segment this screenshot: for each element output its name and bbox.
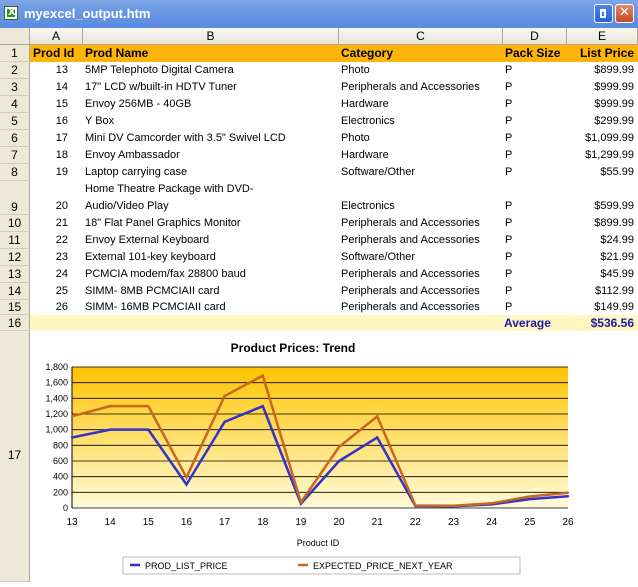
table-row bbox=[30, 96, 638, 113]
cell-pack-size[interactable]: P bbox=[505, 98, 513, 110]
y-tick-label: 1,600 bbox=[45, 377, 68, 388]
excel-icon bbox=[4, 6, 18, 20]
cell-pack-size[interactable]: P bbox=[505, 149, 513, 161]
cell-prod-id[interactable]: 26 bbox=[55, 301, 68, 313]
header-pack-size[interactable]: Pack Size bbox=[505, 46, 561, 60]
column-header-b[interactable]: B bbox=[83, 28, 339, 45]
chart-point[interactable] bbox=[109, 428, 111, 430]
cell-prod-name[interactable]: 5MP Telephoto Digital Camera bbox=[85, 64, 234, 76]
row-header-9[interactable]: 9 bbox=[0, 181, 30, 215]
table-row bbox=[30, 300, 638, 315]
y-tick-label: 200 bbox=[52, 487, 68, 498]
cell-prod-name[interactable]: Envoy External Keyboard bbox=[85, 234, 210, 246]
table-row bbox=[30, 62, 638, 79]
cell-category[interactable]: Peripherals and Accessories bbox=[341, 217, 480, 229]
chart-point[interactable] bbox=[414, 504, 416, 506]
row-header-1[interactable]: 1 bbox=[0, 45, 30, 62]
row-header-2[interactable]: 2 bbox=[0, 62, 30, 79]
x-tick-label: 14 bbox=[104, 517, 116, 528]
x-tick-label: 15 bbox=[142, 517, 154, 528]
x-tick-label: 26 bbox=[562, 517, 574, 528]
chart-point[interactable] bbox=[567, 495, 569, 497]
table-row bbox=[30, 249, 638, 266]
column-header-bar bbox=[0, 28, 638, 45]
chart-point[interactable] bbox=[262, 374, 264, 376]
window-titlebar bbox=[0, 0, 638, 28]
chart-point[interactable] bbox=[262, 405, 264, 407]
cell-list-price[interactable]: $899.99 bbox=[594, 217, 634, 229]
row-header-6[interactable]: 6 bbox=[0, 130, 30, 147]
y-tick-label: 1,400 bbox=[45, 393, 68, 404]
chart-point[interactable] bbox=[338, 460, 340, 462]
cell-category[interactable]: Peripherals and Accessories bbox=[341, 81, 480, 93]
chart-point[interactable] bbox=[147, 428, 149, 430]
cell-prod-name[interactable]: Y Box bbox=[85, 115, 115, 127]
table-row bbox=[30, 113, 638, 130]
table-row bbox=[30, 130, 638, 147]
chart-point[interactable] bbox=[300, 501, 302, 503]
cell-list-price[interactable]: $999.99 bbox=[594, 81, 634, 93]
chart-point[interactable] bbox=[109, 405, 111, 407]
chart-point[interactable] bbox=[376, 415, 378, 417]
cell-prod-name[interactable]: Mini DV Camcorder with 3.5" Swivel LCD bbox=[85, 132, 286, 144]
cell-pack-size[interactable]: P bbox=[505, 285, 513, 297]
table-row bbox=[30, 283, 638, 300]
chart-point[interactable] bbox=[185, 483, 187, 485]
cell-category[interactable]: Peripherals and Accessories bbox=[341, 285, 480, 297]
x-tick-label: 16 bbox=[180, 517, 193, 528]
legend-label-2: EXPECTED_PRICE_NEXT_YEAR bbox=[313, 561, 453, 571]
cell-list-price[interactable]: $55.99 bbox=[600, 166, 634, 178]
row-header-7[interactable]: 7 bbox=[0, 147, 30, 164]
average-row bbox=[30, 315, 638, 331]
x-tick-label: 20 bbox=[333, 517, 345, 528]
x-tick-label: 22 bbox=[409, 517, 421, 528]
chart-point[interactable] bbox=[338, 446, 340, 448]
cell-prod-id[interactable]: 15 bbox=[55, 98, 68, 110]
row-header-10[interactable]: 10 bbox=[0, 215, 30, 232]
cell-list-price[interactable]: $45.99 bbox=[600, 268, 634, 280]
row-header-15[interactable]: 15 bbox=[0, 300, 30, 315]
cell-pack-size[interactable]: P bbox=[505, 251, 513, 263]
y-tick-label: 1,800 bbox=[45, 362, 68, 372]
cell-prod-id[interactable]: 16 bbox=[55, 115, 68, 127]
chart-point[interactable] bbox=[147, 405, 149, 407]
cell-list-price[interactable]: $599.99 bbox=[594, 200, 634, 212]
x-tick-label: 17 bbox=[219, 517, 231, 528]
row-header-12[interactable]: 12 bbox=[0, 249, 30, 266]
table-row bbox=[30, 215, 638, 232]
cell-category[interactable]: Hardware bbox=[341, 98, 389, 110]
cell-list-price[interactable]: $1,299.99 bbox=[585, 149, 634, 161]
select-all-corner[interactable] bbox=[0, 28, 30, 45]
chart-point[interactable] bbox=[71, 436, 73, 438]
chart-point[interactable] bbox=[490, 502, 492, 504]
cell-prod-name[interactable]: PCMCIA modem/fax 28800 baud bbox=[85, 268, 246, 280]
chart-plot-area bbox=[72, 367, 568, 508]
chart-svg bbox=[30, 331, 638, 582]
column-header-a[interactable]: A bbox=[30, 28, 83, 45]
cell-prod-name-line1: Home Theatre Package with DVD- bbox=[85, 183, 254, 195]
cell-category[interactable]: Electronics bbox=[341, 115, 395, 127]
cell-prod-id[interactable]: 23 bbox=[55, 251, 68, 263]
y-tick-label: 0 bbox=[62, 503, 68, 513]
x-tick-label: 13 bbox=[66, 517, 78, 528]
cell-category[interactable]: Peripherals and Accessories bbox=[341, 234, 480, 246]
restore-button[interactable] bbox=[594, 4, 613, 23]
chart-point[interactable] bbox=[185, 476, 187, 478]
cell-prod-id[interactable]: 24 bbox=[55, 268, 68, 280]
average-value[interactable]: $536.56 bbox=[590, 316, 634, 330]
cell-list-price[interactable]: $112.99 bbox=[595, 285, 634, 297]
chart-title: Product Prices: Trend bbox=[230, 341, 356, 355]
table-row bbox=[30, 232, 638, 249]
cell-prod-id[interactable]: 14 bbox=[55, 81, 68, 93]
cell-prod-id[interactable]: 25 bbox=[55, 285, 68, 297]
y-tick-label: 800 bbox=[52, 440, 68, 451]
cell-pack-size[interactable]: P bbox=[505, 200, 513, 212]
row-header-8[interactable]: 8 bbox=[0, 164, 30, 181]
cell-pack-size[interactable]: P bbox=[505, 81, 513, 93]
price-trend-chart[interactable] bbox=[30, 331, 638, 582]
table-row bbox=[30, 79, 638, 96]
cell-category[interactable]: Electronics bbox=[341, 200, 395, 212]
row-header-4[interactable]: 4 bbox=[0, 96, 30, 113]
cell-prod-id[interactable]: 17 bbox=[55, 132, 68, 144]
x-tick-label: 23 bbox=[447, 517, 460, 528]
cell-list-price[interactable]: $149.99 bbox=[594, 301, 634, 313]
cell-list-price[interactable]: $899.99 bbox=[594, 64, 634, 76]
chart-point[interactable] bbox=[223, 395, 225, 397]
cell-prod-name[interactable]: External 101-key keyboard bbox=[85, 251, 216, 263]
cell-list-price[interactable]: $299.99 bbox=[594, 115, 634, 127]
cell-pack-size[interactable]: P bbox=[505, 132, 513, 144]
cell-pack-size[interactable]: P bbox=[505, 268, 513, 280]
cell-prod-name[interactable] bbox=[85, 181, 335, 215]
cell-category[interactable]: Hardware bbox=[341, 149, 389, 161]
x-tick-label: 24 bbox=[486, 517, 498, 528]
chart-point[interactable] bbox=[567, 492, 569, 494]
cell-prod-name[interactable]: 18" Flat Panel Graphics Monitor bbox=[85, 217, 241, 229]
header-list-price[interactable]: List Price bbox=[579, 46, 634, 60]
row-header-14[interactable]: 14 bbox=[0, 283, 30, 300]
average-label[interactable]: Average bbox=[504, 316, 551, 330]
cell-list-price[interactable]: $999.99 bbox=[594, 98, 634, 110]
chart-x-axis-label: Product ID bbox=[296, 538, 340, 548]
cell-pack-size[interactable]: P bbox=[505, 234, 513, 246]
cell-prod-id[interactable]: 19 bbox=[55, 166, 68, 178]
table-row bbox=[30, 181, 638, 215]
row-header-3[interactable]: 3 bbox=[0, 79, 30, 96]
x-tick-label: 19 bbox=[295, 517, 307, 528]
cell-list-price[interactable]: $21.99 bbox=[600, 251, 634, 263]
cell-list-price[interactable]: $1,099.99 bbox=[585, 132, 634, 144]
row-header-13[interactable]: 13 bbox=[0, 266, 30, 283]
cell-prod-name[interactable]: SIMM- 16MB PCMCIAII card bbox=[85, 301, 226, 313]
table-row bbox=[30, 164, 638, 181]
x-tick-label: 21 bbox=[371, 517, 383, 528]
chart-point[interactable] bbox=[529, 498, 531, 500]
header-prod-name[interactable]: Prod Name bbox=[85, 46, 149, 60]
table-header-row bbox=[30, 45, 638, 62]
chart-point[interactable] bbox=[223, 421, 225, 423]
column-header-c[interactable]: C bbox=[339, 28, 503, 45]
chart-point[interactable] bbox=[529, 495, 531, 497]
header-prod-id[interactable]: Prod Id bbox=[33, 46, 75, 60]
row-header-16[interactable]: 16 bbox=[0, 315, 30, 331]
x-tick-label: 18 bbox=[257, 517, 269, 528]
y-tick-label: 1,000 bbox=[45, 424, 68, 435]
chart-legend bbox=[123, 557, 520, 574]
cell-prod-id[interactable]: 22 bbox=[55, 234, 68, 246]
column-header-e[interactable]: E bbox=[567, 28, 638, 45]
x-tick-label: 25 bbox=[524, 517, 536, 528]
cell-prod-id[interactable]: 21 bbox=[55, 217, 68, 229]
cell-pack-size[interactable]: P bbox=[505, 301, 513, 313]
cell-category[interactable]: Photo bbox=[341, 64, 370, 76]
cell-prod-name[interactable]: SIMM- 8MB PCMCIAII card bbox=[85, 285, 220, 297]
column-header-d[interactable]: D bbox=[503, 28, 567, 45]
close-button[interactable] bbox=[615, 4, 634, 23]
cell-prod-id[interactable]: 20 bbox=[55, 200, 68, 212]
y-tick-label: 1,200 bbox=[45, 409, 68, 419]
table-row bbox=[30, 147, 638, 164]
cell-category[interactable]: Software/Other bbox=[341, 251, 415, 263]
cell-list-price[interactable]: $24.99 bbox=[600, 234, 634, 246]
cell-prod-name[interactable]: Envoy Ambassador bbox=[85, 149, 180, 161]
chart-point[interactable] bbox=[376, 436, 378, 438]
cell-prod-name[interactable]: Envoy 256MB - 40GB bbox=[85, 98, 192, 110]
cell-prod-id[interactable]: 13 bbox=[55, 64, 68, 76]
legend-label-1: PROD_LIST_PRICE bbox=[145, 561, 228, 571]
cell-prod-name-line2: Audio/Video Play bbox=[85, 200, 169, 212]
cell-pack-size[interactable]: P bbox=[505, 217, 513, 229]
header-category[interactable]: Category bbox=[341, 46, 394, 60]
cell-prod-id[interactable]: 18 bbox=[55, 149, 68, 161]
cell-pack-size[interactable]: P bbox=[505, 64, 513, 76]
cell-pack-size[interactable]: P bbox=[505, 166, 513, 178]
cell-pack-size[interactable]: P bbox=[505, 115, 513, 127]
window-title: myexcel_output.htm bbox=[24, 6, 151, 21]
table-row bbox=[30, 266, 638, 283]
row-header-11[interactable]: 11 bbox=[0, 232, 30, 249]
cell-prod-name[interactable]: Laptop carrying case bbox=[85, 166, 188, 178]
cell-prod-name[interactable]: 17" LCD w/built-in HDTV Tuner bbox=[85, 81, 237, 93]
y-tick-label: 600 bbox=[52, 456, 68, 466]
cell-category[interactable]: Peripherals and Accessories bbox=[341, 301, 480, 313]
y-tick-label: 400 bbox=[52, 471, 68, 482]
row-header-5[interactable]: 5 bbox=[0, 113, 30, 130]
cell-category[interactable]: Software/Other bbox=[341, 166, 415, 178]
chart-point[interactable] bbox=[71, 415, 73, 417]
cell-category[interactable]: Peripherals and Accessories bbox=[341, 268, 480, 280]
chart-point[interactable] bbox=[452, 505, 454, 507]
row-header-17[interactable]: 17 bbox=[0, 331, 30, 582]
cell-category[interactable]: Photo bbox=[341, 132, 370, 144]
